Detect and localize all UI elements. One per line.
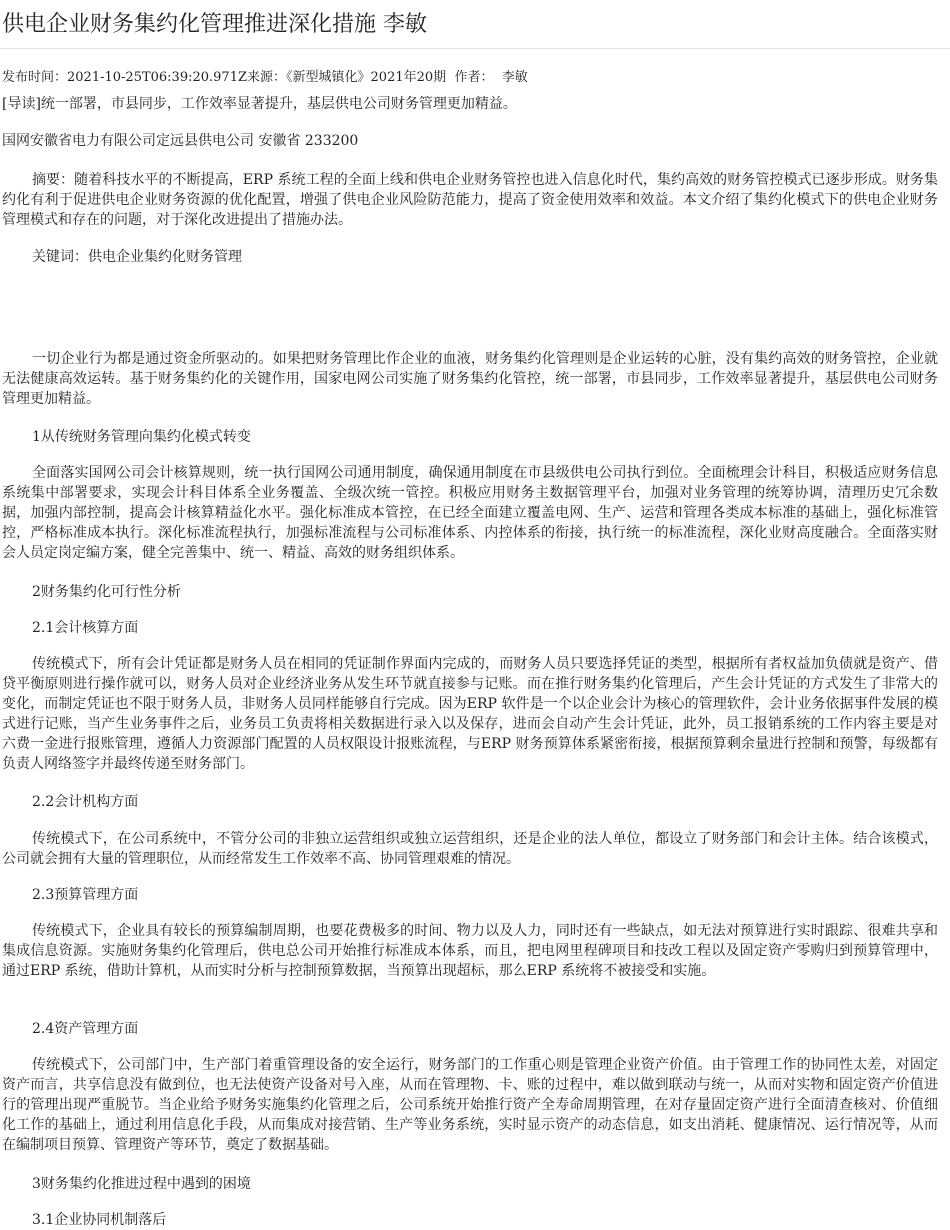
affiliation: 国网安徽省电力有限公司定远县供电公司 安徽省 233200 [2, 133, 359, 149]
subsection-heading: 2.3预算管理方面 [32, 887, 139, 903]
body-paragraph: 传统模式下，企业具有较长的预算编制周期，也要花费极多的时间、物力以及人力，同时还有一些缺点，如无法对预算进行实时跟踪、很难共享和集成信息资源。实施财务集约化管理后，供电总公司开始推行标准成本体系，而且，把电网里程碑项目和技改工程以及固定资产零购归到预算管理中，通过ERP 系统，借助计算机，从而实时分析与控制预算数据，当预算出现超标，那么ERP 系统将不被接受和实施。 [2, 923, 938, 979]
section-heading: 2财务集约化可行性分析 [32, 584, 181, 600]
body-paragraph: 传统模式下，所有会计凭证都是财务人员在相同的凭证制作界面内完成的，而财务人员只要选择凭证的类型，根据所有者权益加负债就是资产、借贷平衡原则进行操作就可以，财务人员对企业经济业务从发生环节就直接参与记账。而在推行财务集约化管理后，产生会计凭证的方式发生了非常大的变化，而制定凭证也不限于财务人员，非财务人员同样能够自行完成。因为ERP 软件是一个以企业会计为核心的管理软件，会计业务依据事件发展的模式进行记账，当产生业务事件之后，业务员工负责将相关数据进行录入以及保存，进而会自动产生会计凭证，此外，员工报销系统的工作内容主要是对六费一金进行报账管理，遵循人力资源部门配置的人员权限设计报账流程，与ERP 财务预算体系紧密衔接，根据预算剩余量进行控制和预警，每级都有负责人网络签字并最终传递至财务部门。 [2, 656, 938, 772]
body-paragraph: 传统模式下，公司部门中，生产部门着重管理设备的安全运行，财务部门的工作重心则是管理企业资产价值。由于管理工作的协同性太差，对固定资产而言，共享信息没有做到位，也无法使资产设备对号入座，从而在管理物、卡、账的过程中，难以做到联动与统一，从而对实物和固定资产价值进行的管理出现严重脱节。当企业给予财务实施集约化管理之后，公司系统开始推行资产全寿命周期管理，在对存量固定资产进行全面清查核对、价值细化工作的基础上，通过利用信息化手段，从而集成对接营销、生产等业务系统，实时显示资产的动态信息，如支出消耗、健康情况、运行情况等，从而在编制项目预算、管理资产等环节，奠定了数据基础。 [2, 1057, 938, 1153]
publish-label: 发布时间： [2, 70, 68, 85]
subsection-heading: 3.1企业协同机制落后 [32, 1212, 167, 1228]
author-label: 作者： [454, 70, 494, 85]
author-name: 李敏 [501, 70, 528, 85]
section-heading: 3财务集约化推进过程中遇到的困境 [32, 1176, 251, 1192]
body-paragraph: 传统模式下，在公司系统中，不管分公司的非独立运营组织或独立运营组织，还是企业的法人单位，都设立了财务部门和会计主体。结合该模式，公司就会拥有大量的管理职位，从而经常发生工作效率不高、协同管理艰难的情况。 [2, 831, 938, 867]
publish-time: 2021-10-25T06:39:20.971Z [67, 70, 248, 85]
article-title: 供电企业财务集约化管理推进深化措施 李敏 [2, 12, 427, 37]
source-label: 来源： [247, 70, 287, 85]
source-name: 《新型城镇化》2021年20期 [286, 70, 447, 85]
subsection-heading: 2.1会计核算方面 [32, 620, 139, 636]
article-meta [2, 68, 528, 88]
body-paragraph: 全面落实国网公司会计核算规则，统一执行国网公司通用制度，确保通用制度在市县级供电公司执行到位。全面梳理会计科目，积极适应财务信息系统集中部署要求，实现会计科目体系全业务覆盖、全级次统一管控。积极应用财务主数据管理平台，加强对业务管理的统筹协调，清理历史冗余数据，加强内部控制，提高会计核算精益化水平。强化标准成本管控，在已经全面建立覆盖电网、生产、运营和管理各类成本标准的基础上，强化标准管控，严格标准成本执行。深化标准流程执行，加强标准流程与公司标准体系、内控体系的衔接，执行统一的标准流程，深化业财高度融合。全面落实财会人员定岗定编方案，健全完善集中、统一、精益、高效的财务组织体系。 [2, 465, 938, 561]
intro-paragraph: 一切企业行为都是通过资金所驱动的。如果把财务管理比作企业的血液，财务集约化管理则是企业运转的心脏，没有集约高效的财务管控，企业就无法健康高效运转。基于财务集约化的关键作用，国家电网公司实施了财务集约化管控，统一部署，市县同步，工作效率显著提升，基层供电公司财务管理更加精益。 [2, 351, 938, 407]
abstract: 摘要：随着科技水平的不断提高，ERP 系统工程的全面上线和供电企业财务管控也进入信息化时代，集约高效的财务管控模式已逐步形成。财务集约化有利于促进供电企业财务资源的优化配置，增强了供电企业风险防范能力，提高了资金使用效率和效益。本文介绍了集约化模式下的供电企业财务管理模式和存在的问题，对于深化改进提出了措施办法。 [2, 172, 938, 228]
subsection-heading: 2.4资产管理方面 [32, 1021, 139, 1037]
title-bar [0, 0, 950, 49]
subsection-heading: 2.2会计机构方面 [32, 794, 139, 810]
keywords: 关键词：供电企业集约化财务管理 [32, 249, 242, 265]
section-heading: 1从传统财务管理向集约化模式转变 [32, 429, 251, 445]
guide-text: [导读]统一部署，市县同步，工作效率显著提升，基层供电公司财务管理更加精益。 [2, 96, 517, 112]
